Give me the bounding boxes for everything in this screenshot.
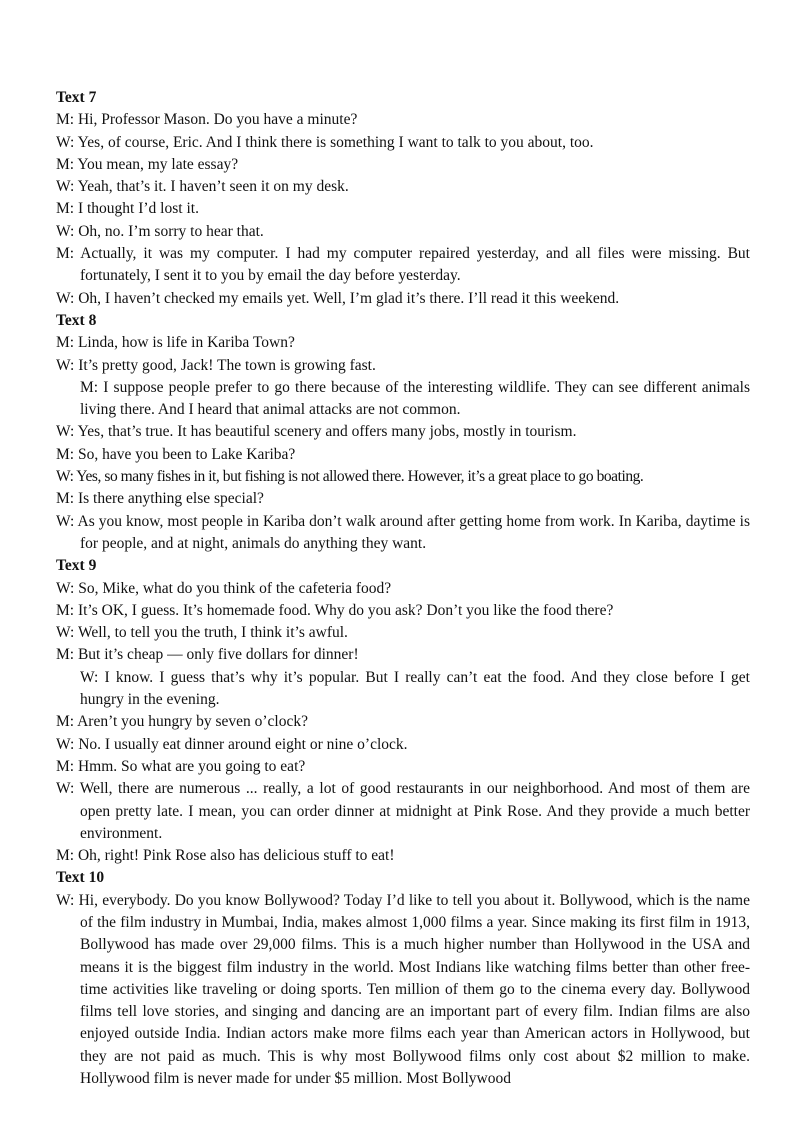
dialogue-line: M: But it’s cheap — only five dollars for dinner!	[56, 646, 359, 664]
section-text-8	[56, 310, 750, 555]
section-text-9	[56, 555, 750, 867]
dialogue-line: M: Is there anything else special?	[56, 490, 264, 508]
section-heading: Text 10	[56, 869, 105, 887]
section-text-7	[56, 87, 750, 310]
dialogue-line: W: So, Mike, what do you think of the cafeteria food?	[56, 579, 392, 597]
dialogue-line: W: Yes, that’s true. It has beautiful scenery and offers many jobs, mostly in tourism.	[56, 423, 577, 441]
dialogue-line: M: Aren’t you hungry by seven o’clock?	[56, 713, 308, 731]
dialogue-line: M: Actually, it was my computer. I had my computer repaired yesterday, and all files were missing. But fortunately, I sent it to you by email the day before yesterday.	[56, 245, 750, 285]
section-text-10	[56, 867, 750, 1090]
dialogue-line: M: So, have you been to Lake Kariba?	[56, 445, 296, 463]
dialogue-line: W: Yeah, that’s it. I haven’t seen it on my desk.	[56, 178, 349, 196]
dialogue-line: W: Well, there are numerous ... really, a lot of good restaurants in our neighborhood. And most of them are open pretty late. I mean, you can order dinner at midnight at Pink Rose. And they provide a much better environment.	[56, 780, 750, 842]
dialogue-line: W: Oh, no. I’m sorry to hear that.	[56, 222, 264, 240]
transcript-content	[56, 87, 750, 1090]
dialogue-line: W: Yes, of course, Eric. And I think there is something I want to talk to you about, too.	[56, 133, 594, 151]
dialogue-line: M: Hi, Professor Mason. Do you have a minute?	[56, 111, 358, 129]
monologue-paragraph: W: Hi, everybody. Do you know Bollywood? Today I’d like to tell you about it. Bollywood, which is the name of the film industry in Mumbai, India, makes almost 1,000 films a year. Since making its first film in 1913, Bollywood has made over 29,000 films. This is a much higher number than Hollywood in the USA and means it is the biggest film industry in the world. Most Indians like watching films better than other free-time activities like traveling or doing sports. Ten million of them go to the cinema every day. Bollywood films tell love stories, and singing and dancing are an important part of every film. Indian films are also enjoyed outside India. Indian actors make more films each year than American actors in Hollywood, but they are not paid as much. This is why most Bollywood films only cost about $2 million to make. Hollywood film is never made for under $5 million. Most Bollywood	[56, 891, 750, 1088]
dialogue-line: M: I suppose people prefer to go there because of the interesting wildlife. They can see different animals living there. And I heard that animal attacks are not common.	[80, 378, 750, 419]
dialogue-line: W: As you know, most people in Kariba don’t walk around after getting home from work. In Kariba, daytime is for people, and at night, animals do anything they want.	[56, 512, 750, 552]
dialogue-line: M: Linda, how is life in Kariba Town?	[56, 334, 295, 352]
dialogue-line: M: You mean, my late essay?	[56, 155, 239, 173]
dialogue-line: W: It’s pretty good, Jack! The town is growing fast.	[56, 356, 376, 374]
dialogue-line: W: I know. I guess that’s why it’s popular. But I really can’t eat the food. And they close before I get hungry in the evening.	[80, 668, 750, 709]
dialogue-line: M: I thought I’d lost it.	[56, 200, 199, 218]
section-heading: Text 9	[56, 557, 97, 575]
dialogue-line: W: No. I usually eat dinner around eight or nine o’clock.	[56, 735, 408, 753]
dialogue-line: M: Hmm. So what are you going to eat?	[56, 757, 306, 775]
dialogue-line: W: Well, to tell you the truth, I think it’s awful.	[56, 624, 348, 642]
dialogue-line: M: Oh, right! Pink Rose also has delicious stuff to eat!	[56, 847, 395, 865]
dialogue-line: W: Oh, I haven’t checked my emails yet. Well, I’m glad it’s there. I’ll read it this weekend.	[56, 289, 620, 307]
section-heading: Text 7	[56, 89, 97, 106]
dialogue-line: W: Yes, so many fishes in it, but fishing is not allowed there. However, it’s a great place to go boating.	[56, 468, 644, 486]
section-heading: Text 8	[56, 311, 97, 329]
dialogue-line: M: It’s OK, I guess. It’s homemade food. Why do you ask? Don’t you like the food there?	[56, 601, 614, 619]
